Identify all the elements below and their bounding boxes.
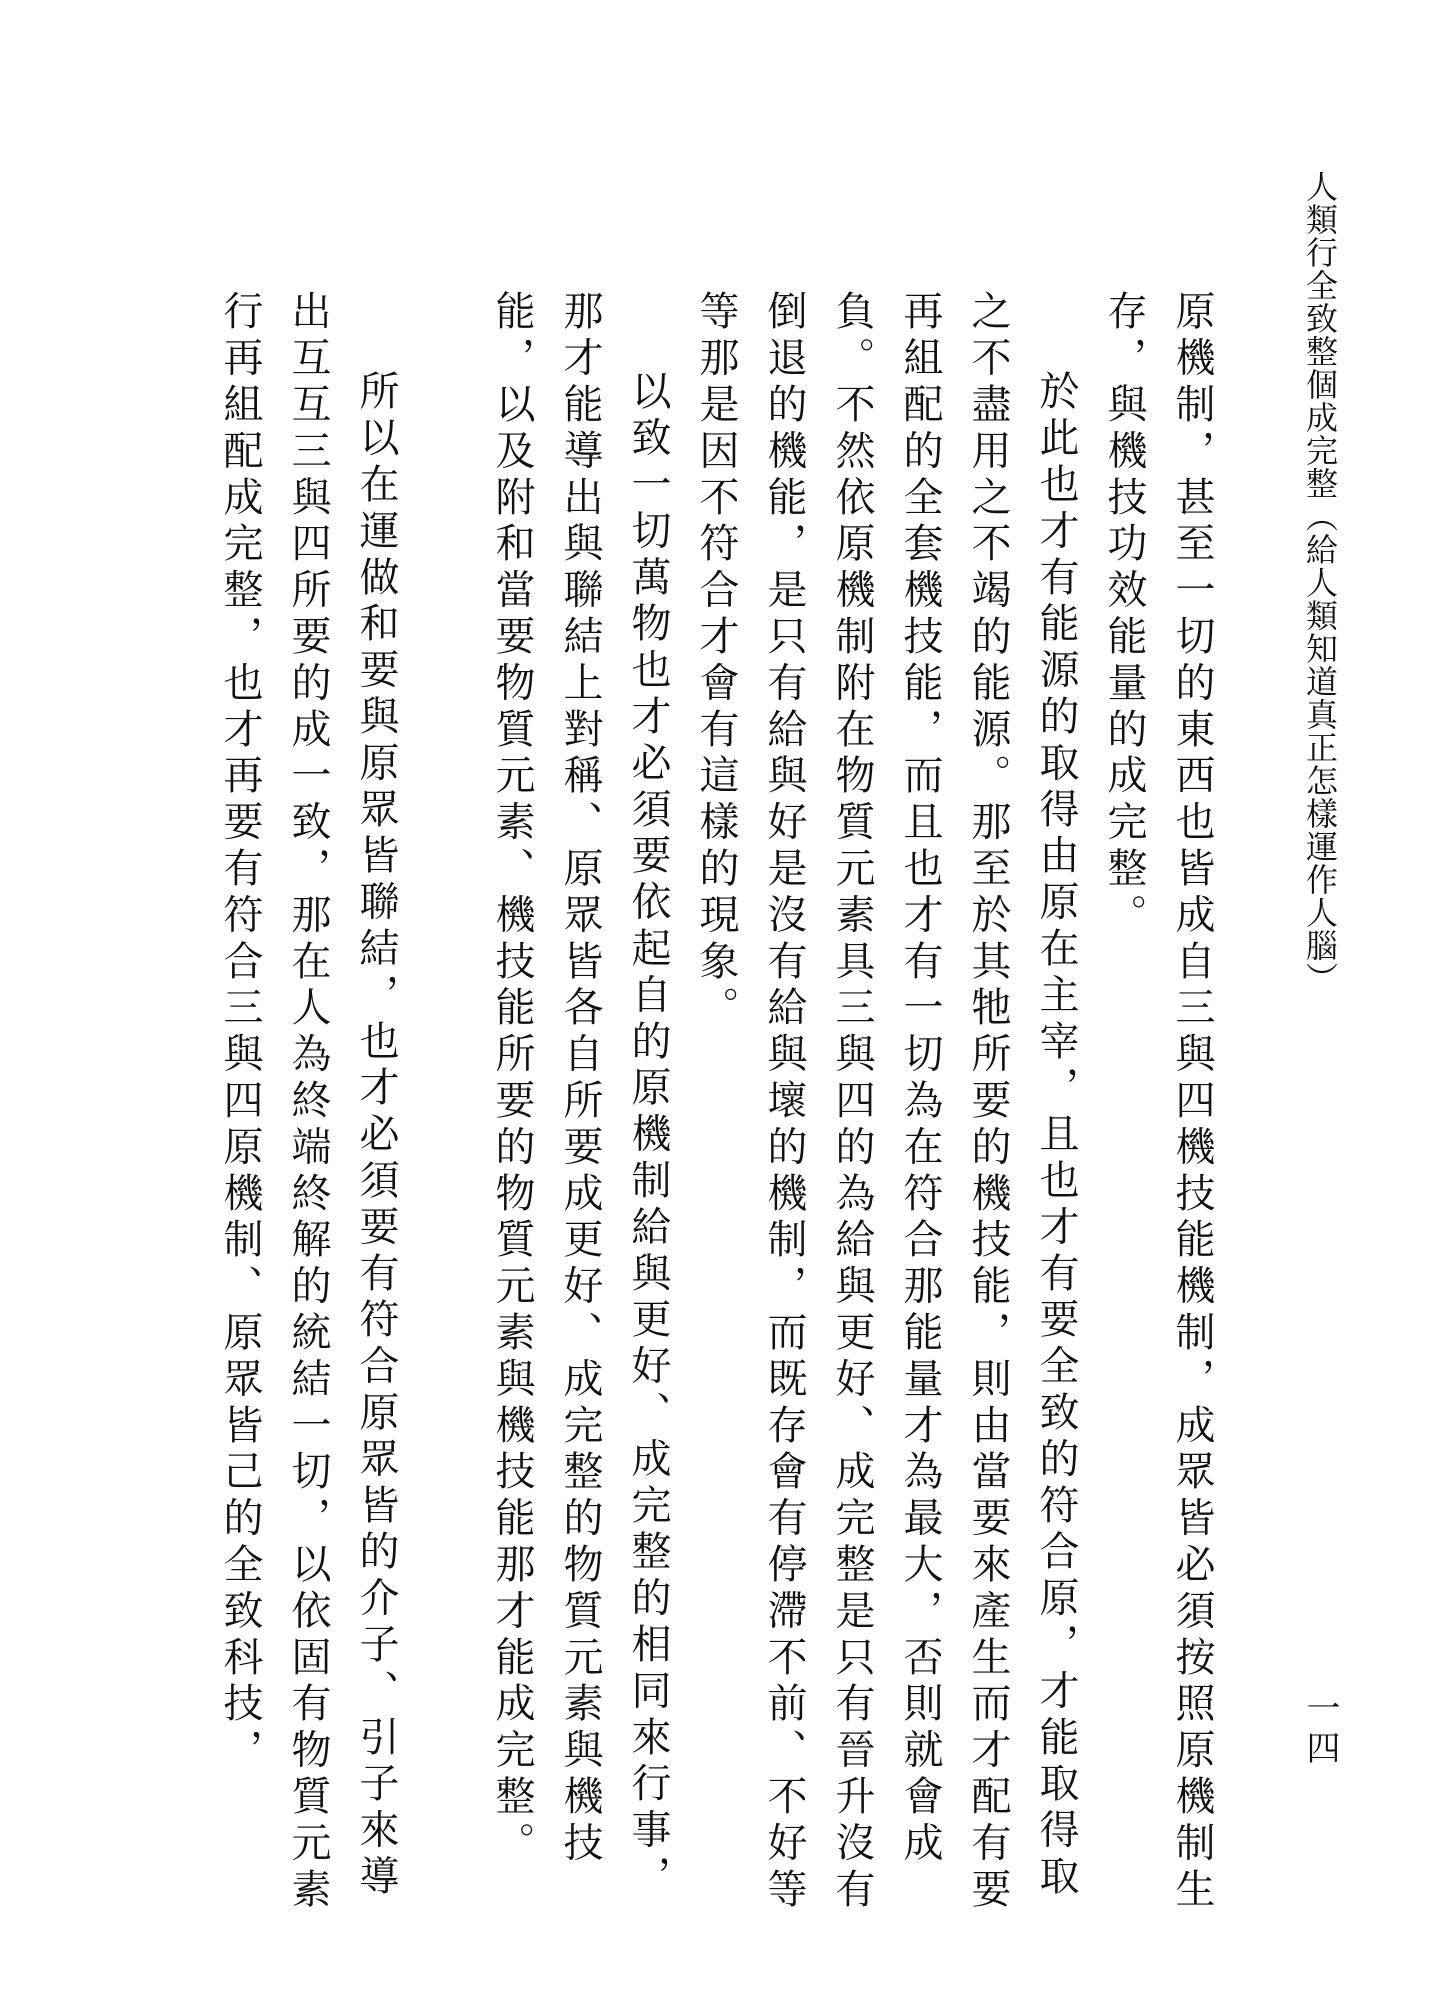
paragraph-3: 以致一切萬物也才必須要依起自的原機制給與更好、成完整的相同來行事，那才能導出與聯結上對稱、原眾皆各自所要成更好、成完整的物質元素與機技能，以及附和當要物質元素、機技能所要的物質元素與機技能那才能成完整。 <box>489 290 671 1902</box>
paragraph-1: 原機制，甚至一切的東西也皆成自三與四機技能機制，成眾皆必須按照原機制生存，與機技功效能量的成完整。 <box>1101 290 1215 1914</box>
paragraph-2: 於此也才有能源的取得由原在主宰，且也才有要全致的符合原，才能取得取之不盡用之不竭的能源。那至於其牠所要的機技能，則由當要來產生而才配有要再組配的全套機技能，而且也才有一切為在符合那能量才為最大，否則就會成負。不然依原機制附在物質元素具三與四的為給與更好、成完整是只有晉升沒有倒退的機能，是只有給與好是沒有給與壞的機制，而既存會有停滯不前、不好等等那是因不符合才會有這樣的現象。 <box>693 290 1079 1914</box>
body-text <box>186 290 1226 1930</box>
paragraph-4: 所以在運做和要與原眾皆聯結，也才必須要有符合原眾皆的介子、引子來導出互互三與四所要的成一致，那在人為終端終解的統結一切，以依固有物質元素行再組配成完整，也才再要有符合三與四原機制、原眾皆己的全致科技， <box>217 290 399 1914</box>
running-head-title: 人類行全致整個成完整（給人類知道真正怎樣運作人腦） <box>1301 170 1339 995</box>
page-number: 一四 <box>1300 1690 1340 1770</box>
